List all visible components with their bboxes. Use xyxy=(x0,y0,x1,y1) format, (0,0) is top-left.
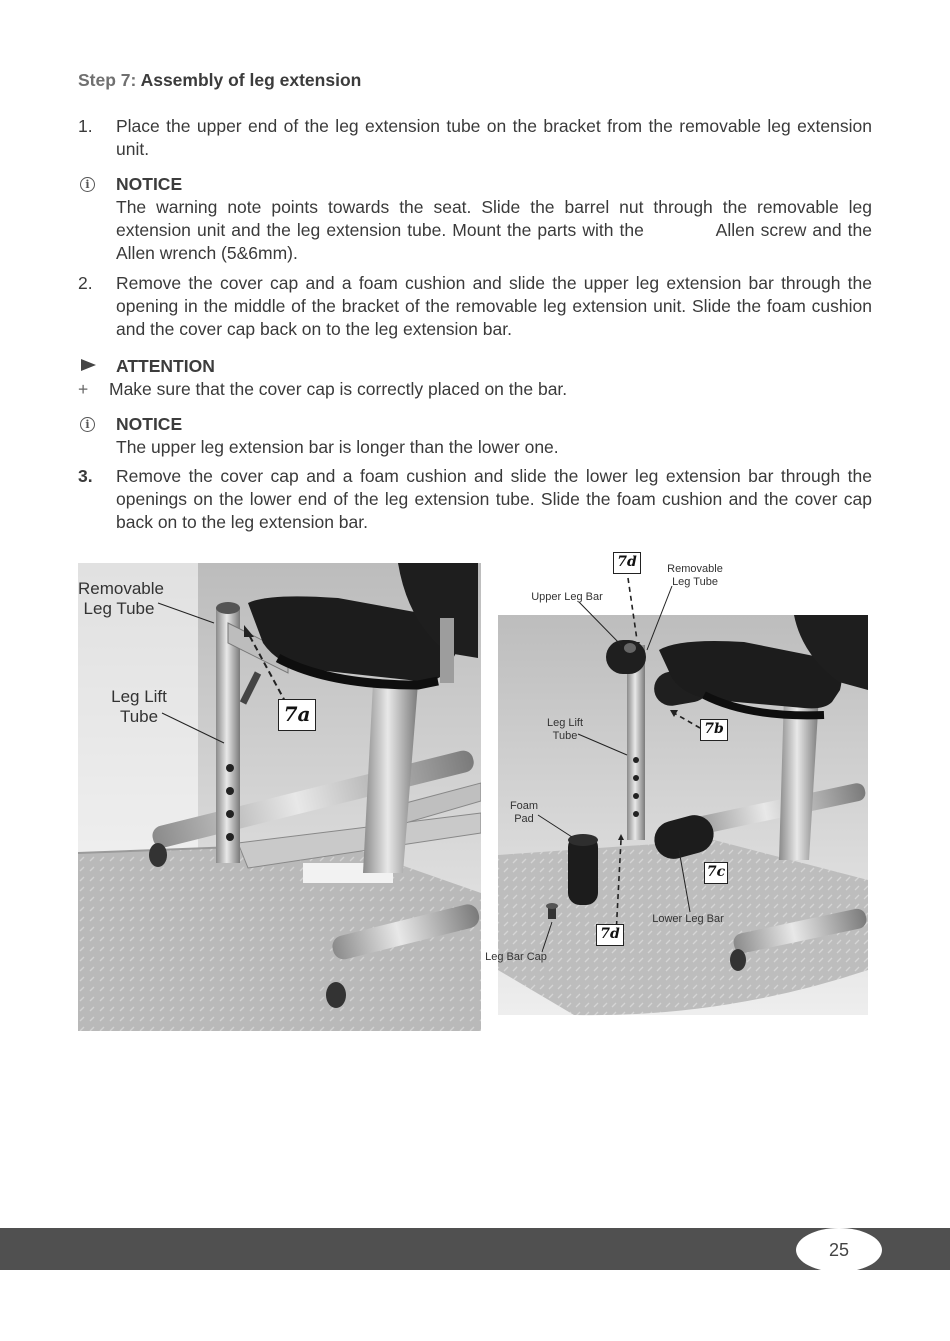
tag-7b: 7b xyxy=(700,719,728,741)
label-lower-leg-bar: Lower Leg Bar xyxy=(652,913,724,925)
figure-right-leaders xyxy=(484,550,874,1020)
step-number: Step 7: xyxy=(78,70,137,90)
instruction-text: Remove the cover cap and a foam cushion and slide the upper leg extension bar through the opening in the middle of the bracket of the removable leg extension unit. Slide the foam cushion and the cover cap back on to the leg extension bar. xyxy=(116,273,872,339)
instruction-number: 2. xyxy=(78,273,93,293)
instruction-text: Place the upper end of the leg extension tube on the bracket from the removable leg extension unit. xyxy=(116,116,872,159)
instruction-text: Remove the cover cap and a foam cushion and slide the lower leg extension bar through the openings on the lower end of the leg extension tube. Slide the foam cushion and the cover cap back on to the leg extension bar. xyxy=(116,466,872,532)
label-removable-leg-tube-right: Removable Leg Tube xyxy=(667,563,723,588)
notice-text: The warning note points towards the seat. Slide the barrel nut through the removable leg extension unit and the leg extension tube. Mount the parts with the Allen screw and the Allen wrench (5&6mm). xyxy=(116,197,877,263)
instruction-3 xyxy=(78,465,872,534)
instruction-number: 3. xyxy=(78,466,93,486)
info-icon: i xyxy=(80,177,95,192)
page-number: 25 xyxy=(796,1228,882,1272)
notice-1 xyxy=(78,173,877,265)
label-foam-pad: Foam Pad xyxy=(509,800,539,825)
figure-left-leaders xyxy=(78,563,481,1031)
info-icon: i xyxy=(80,417,95,432)
label-leg-lift-tube-right: Leg Lift Tube xyxy=(546,717,584,742)
instruction-number: 1. xyxy=(78,116,93,136)
notice-label: NOTICE xyxy=(116,414,183,434)
label-removable-leg-tube: Removable Leg Tube xyxy=(78,579,164,618)
notice-text: The upper leg extension bar is longer than the lower one. xyxy=(116,437,559,457)
tag-7c: 7c xyxy=(704,862,728,884)
label-leg-lift-tube: Leg Lift Tube xyxy=(111,687,167,726)
label-leg-bar-cap: Leg Bar Cap xyxy=(485,951,547,963)
instruction-1 xyxy=(78,115,872,161)
attention xyxy=(78,355,872,378)
tag-7a: 7a xyxy=(278,699,316,731)
tag-7d-top: 7d xyxy=(613,552,641,574)
step-title: Assembly of leg extension xyxy=(136,70,362,90)
tag-7d-bottom: 7d xyxy=(596,924,624,946)
bullet-plus: + xyxy=(78,379,89,399)
figure-left xyxy=(78,563,481,1031)
figure-right xyxy=(484,550,874,1020)
notice-2 xyxy=(78,413,872,459)
instruction-2 xyxy=(78,272,872,341)
notice-label: NOTICE xyxy=(116,174,183,194)
attention-text: Make sure that the cover cap is correctly placed on the bar. xyxy=(109,379,568,399)
attention-bullet xyxy=(78,378,872,401)
attention-label: ATTENTION xyxy=(116,356,215,376)
label-upper-leg-bar: Upper Leg Bar xyxy=(531,591,603,603)
step-heading xyxy=(78,70,361,91)
attention-arrow-icon xyxy=(81,359,96,371)
